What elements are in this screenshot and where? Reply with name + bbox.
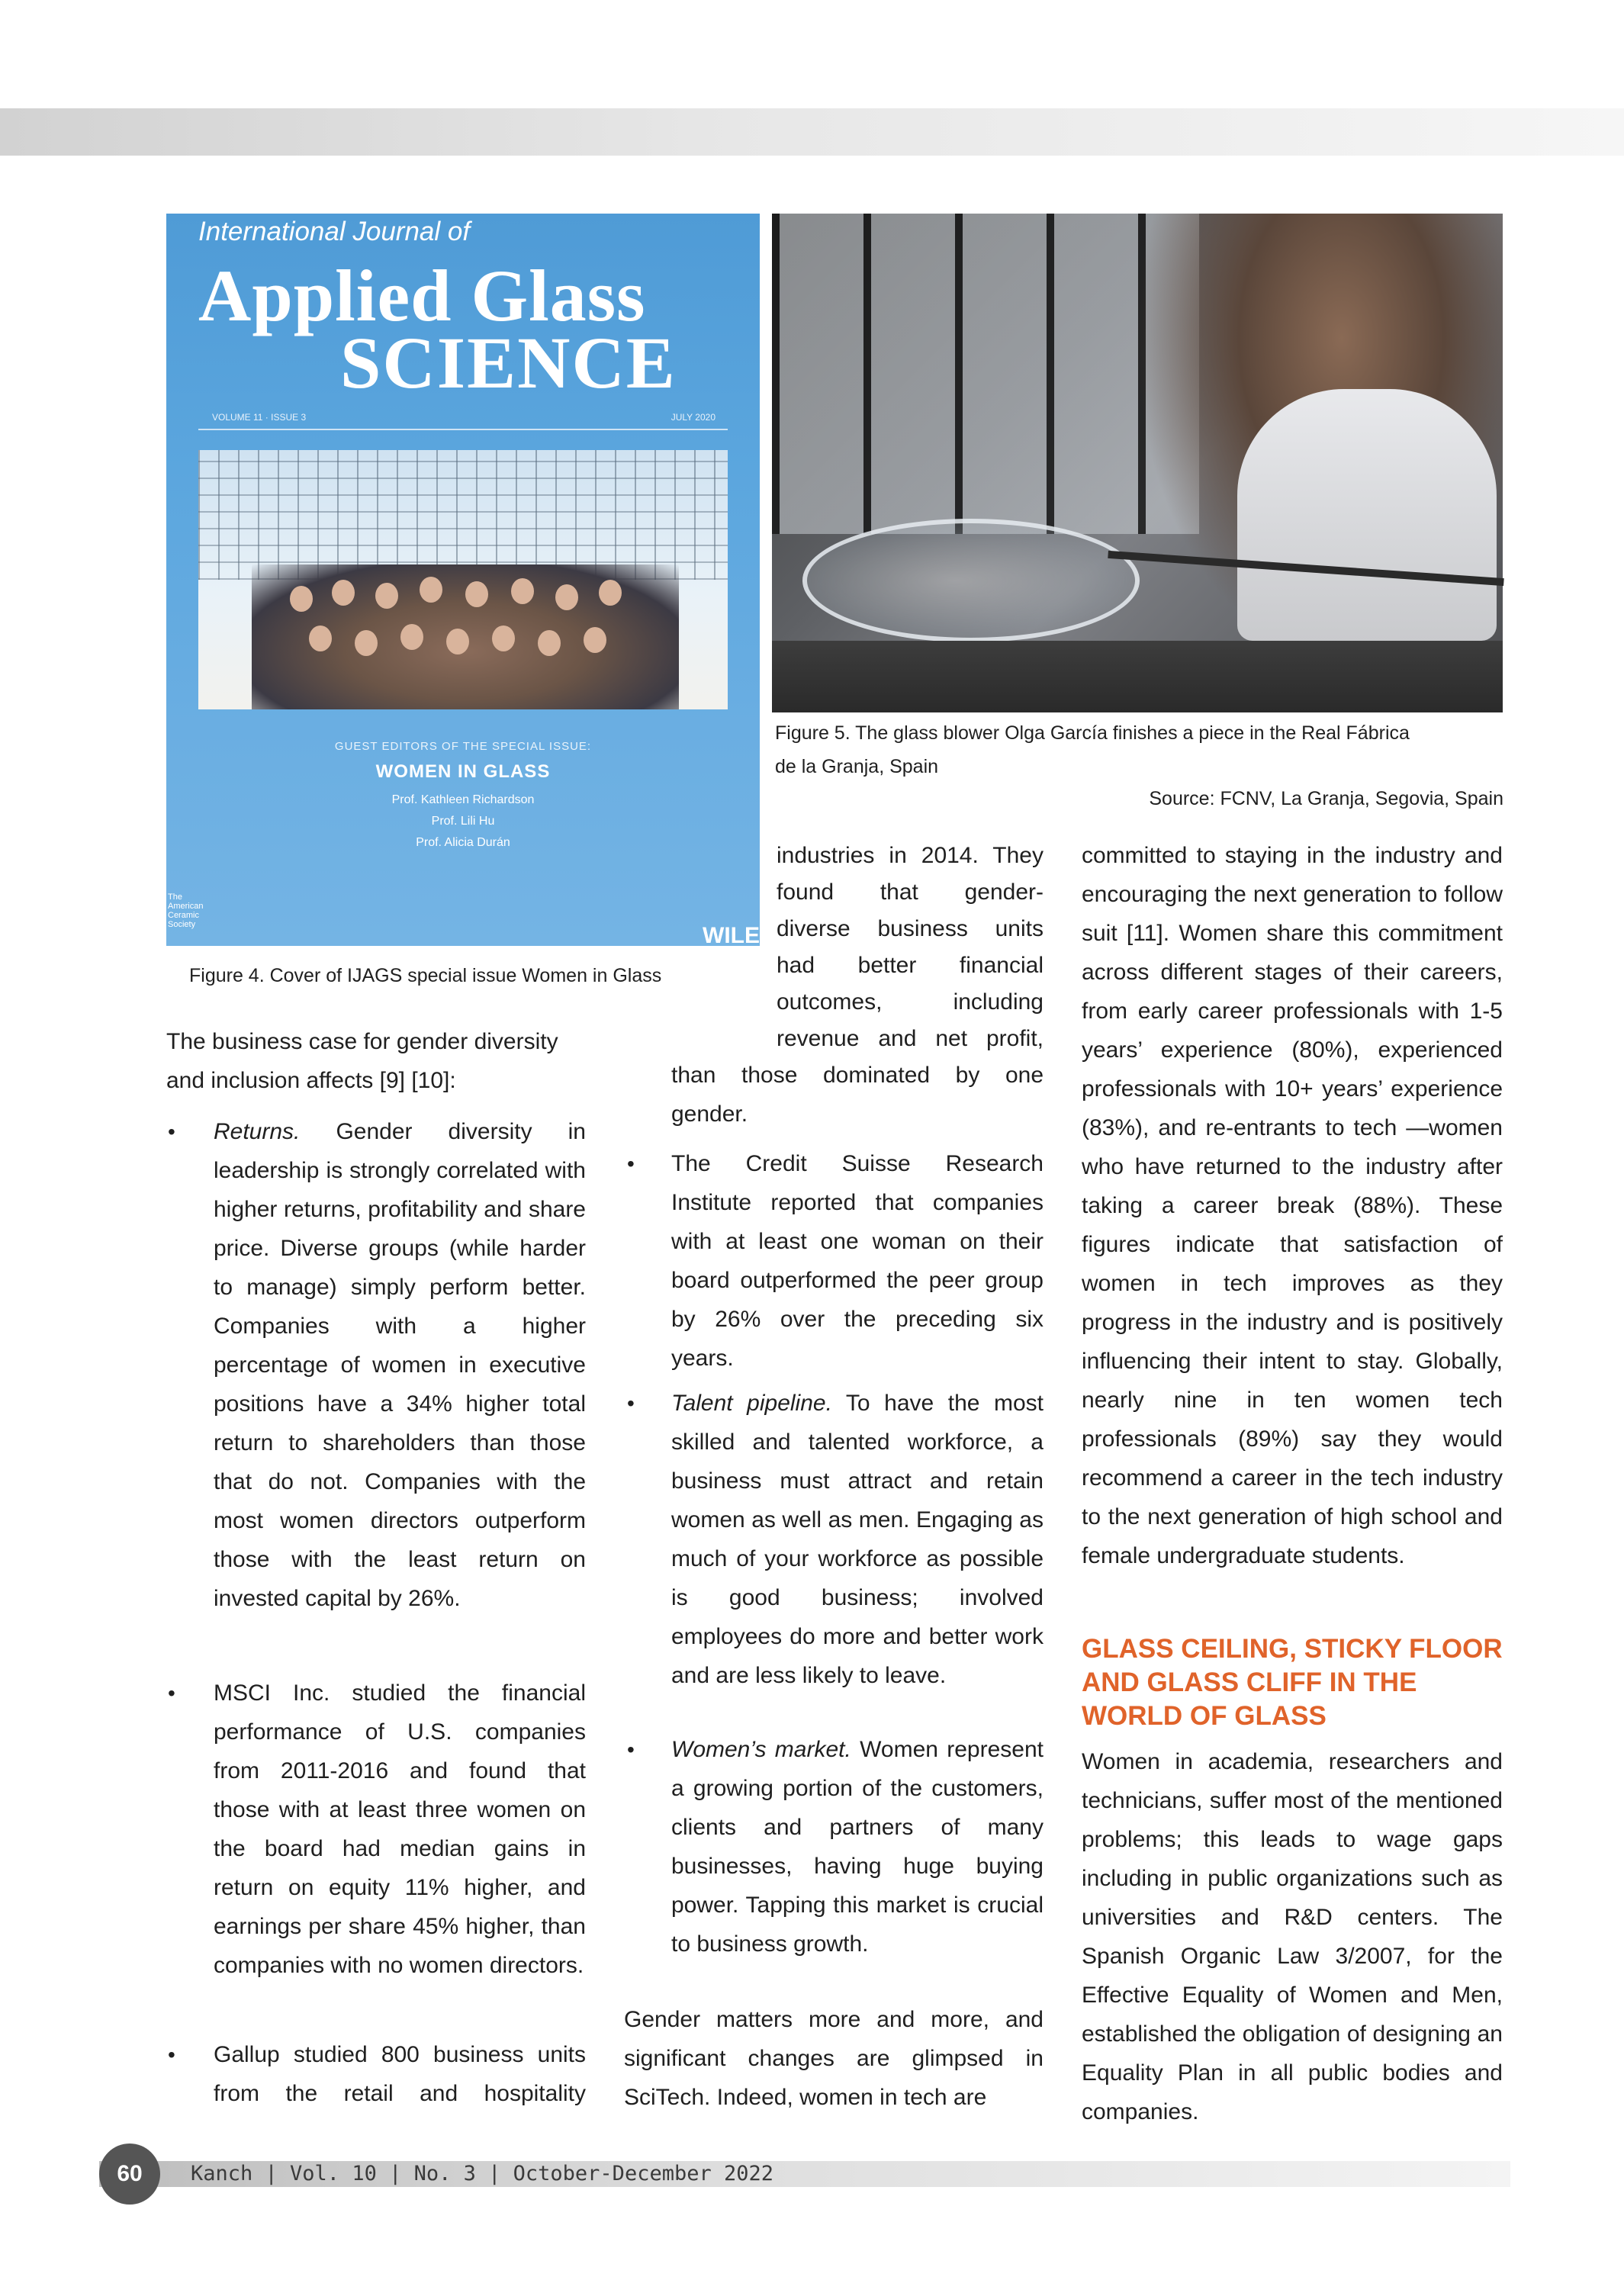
- photo-glass-piece: [802, 519, 1140, 642]
- cover-editor: Prof. Lili Hu: [431, 815, 495, 828]
- photo-shirt: [1237, 389, 1497, 641]
- col2-cont-line: revenue and net profit,: [777, 1026, 1044, 1051]
- col2-cont-tail: than those dominated by one gender.: [671, 1063, 1044, 1127]
- col2-bullet-womens-market: [671, 1730, 1044, 1963]
- glass-blower-photo: [772, 214, 1503, 712]
- society-logo-text: Society: [168, 920, 196, 929]
- figure-5-caption-line2: de la Granja, Spain: [775, 756, 939, 777]
- bullet-marker: •: [627, 1391, 635, 1415]
- cover-photo-person: [446, 629, 469, 654]
- cover-photo-person: [584, 627, 606, 653]
- cover-photo-person: [400, 624, 423, 650]
- cover-photo-person: [290, 586, 313, 612]
- photo-bench: [772, 641, 1503, 712]
- col2-cont-line: outcomes, including: [777, 989, 1044, 1015]
- cover-editor: Prof. Alicia Durán: [416, 836, 510, 849]
- cover-photo-person: [538, 630, 561, 656]
- cover-rule: [198, 429, 728, 430]
- cover-photo-person: [465, 581, 488, 607]
- cover-editor: Prof. Kathleen Richardson: [391, 793, 535, 806]
- bullet-marker: •: [627, 1152, 635, 1175]
- cover-photo-person: [355, 630, 378, 656]
- cover-photo-person: [511, 578, 534, 604]
- col2-bullet-credit-suisse: The Credit Suisse Research Institute reported that companies with at least one woman on their board outperformed the peer group by 26% over the preceding six years.: [671, 1151, 1044, 1371]
- col2-cont-line: diverse business units: [777, 916, 1044, 941]
- col1-intro: The business case for gender diversity and inclusion affects [9] [10]:: [166, 1029, 558, 1093]
- society-logo-text: The: [168, 892, 182, 902]
- publisher-logo: WILEY: [703, 923, 775, 948]
- bullet-text: Gender diversity in leadership is strongly correlated with higher returns, profitability and share price. Diverse groups (while harder to manage) simply perform better. Companies with a higher percentage of women in executive positions have a 34% higher total return to shareholders than those that do not. Companies with the most women directors outperform those with the least return on invested capital by 26%.: [214, 1119, 586, 1611]
- cover-title-line1: Applied Glass: [198, 255, 646, 336]
- cover-title-line2: SCIENCE: [340, 322, 677, 404]
- cover-journal-prefix: International Journal of: [198, 217, 471, 246]
- col3-paragraph-2: Women in academia, researchers and technicians, suffer most of the mentioned problems; this leads to wage gaps including in public organizations such as universities and R&D centers. The Spanish Organic Law 3/2007, for the Effective Equality of Women and Men, established the obligation of designing an Equality Plan in all public bodies and companies.: [1082, 1749, 1503, 2124]
- ceramic-society-logo: [168, 892, 290, 938]
- bullet-marker: •: [168, 1120, 175, 1143]
- col2-closing: Gender matters more and more, and significant changes are glimpsed in SciTech. Indeed, women in tech are: [624, 2007, 1044, 2110]
- section-heading: GLASS CEILING, STICKY FLOOR AND GLASS CLIFF IN THE WORLD OF GLASS: [1082, 1634, 1503, 1731]
- cover-photo-person: [420, 577, 442, 603]
- journal-cover-image: [166, 214, 775, 948]
- cover-group-photo: [198, 450, 728, 709]
- figure-5-source: Source: FCNV, La Granja, Segovia, Spain: [1149, 788, 1503, 809]
- col3-paragraph: committed to staying in the industry and encouraging the next generation to follow suit [11]. Women share this commitment across different stages of their careers, from early career professionals with 1-5 years’ experience (80%), experienced professionals with 10+ years’ experience (83%), and re-entrants to tech —women who have returned to the industry after taking a career break (88%). These figures indicate that satisfaction of women in tech improves as they progress in the industry and is positively influencing their intent to stay. Globally, nearly nine in ten women tech professionals (89%) say they would recommend a career in the tech industry to the next generation of high school and female undergraduate students.: [1082, 843, 1503, 1568]
- cover-date: JULY 2020: [671, 412, 716, 423]
- cover-guest-editors-label: GUEST EDITORS OF THE SPECIAL ISSUE:: [334, 740, 592, 753]
- cover-photo-person: [375, 583, 398, 609]
- cover-photo-person: [492, 626, 515, 651]
- col2-cont-line: had better financial: [777, 953, 1044, 978]
- cover-photo-person: [599, 580, 622, 606]
- page-number: 60: [99, 2144, 160, 2205]
- bullet-marker: •: [168, 2043, 175, 2066]
- col1-bullet-returns: [214, 1112, 586, 1618]
- header-band: [0, 108, 1624, 156]
- bullet-marker: •: [627, 1738, 635, 1761]
- footer-citation: Kanch | Vol. 10 | No. 3 | October-December 2022: [191, 2162, 774, 2185]
- col2-cont-line: found that gender-: [777, 880, 1044, 905]
- cover-special-issue-title: WOMEN IN GLASS: [375, 761, 551, 782]
- cover-photo-roof: [198, 450, 728, 580]
- figure-4-caption: Figure 4. Cover of IJAGS special issue Women in Glass: [189, 965, 662, 986]
- society-logo-text: American: [168, 902, 204, 911]
- cover-photo-person: [309, 626, 332, 651]
- col2-bullet-talent-pipeline: [671, 1384, 1044, 1695]
- cover-photo-person: [332, 580, 355, 606]
- col2-cont-line: industries in 2014. They: [777, 843, 1044, 868]
- bullet-lead: Returns.: [214, 1119, 301, 1144]
- bullet-text: To have the most skilled and talented workforce, a business must attract and retain women as well as men. Engaging as much of your workforce as possible is good business; involved employees do more and better work and are less likely to leave.: [671, 1391, 1044, 1688]
- bullet-marker: •: [168, 1681, 175, 1705]
- col1-bullet-gallup: Gallup studied 800 business units from the retail and hospitality: [214, 2042, 586, 2106]
- cover-volume-issue: VOLUME 11 · ISSUE 3: [212, 412, 307, 423]
- cover-photo-person: [555, 584, 578, 610]
- bullet-lead: Talent pipeline.: [671, 1391, 832, 1416]
- figure-5-caption-line1: Figure 5. The glass blower Olga García finishes a piece in the Real Fábrica: [775, 722, 1410, 744]
- col1-bullet-msci: MSCI Inc. studied the financial performance of U.S. companies from 2011-2016 and found that those with at least three women on the board had median gains in return on equity 11% higher, and earnings per share 45% higher, than companies with no women directors.: [214, 1680, 586, 1978]
- society-logo-text: Ceramic: [168, 911, 199, 920]
- bullet-lead: Women’s market.: [671, 1737, 851, 1762]
- bullet-text: Women represent a growing portion of the customers, clients and partners of many businesses, having huge buying power. Tapping this market is crucial to business growth.: [671, 1737, 1044, 1957]
